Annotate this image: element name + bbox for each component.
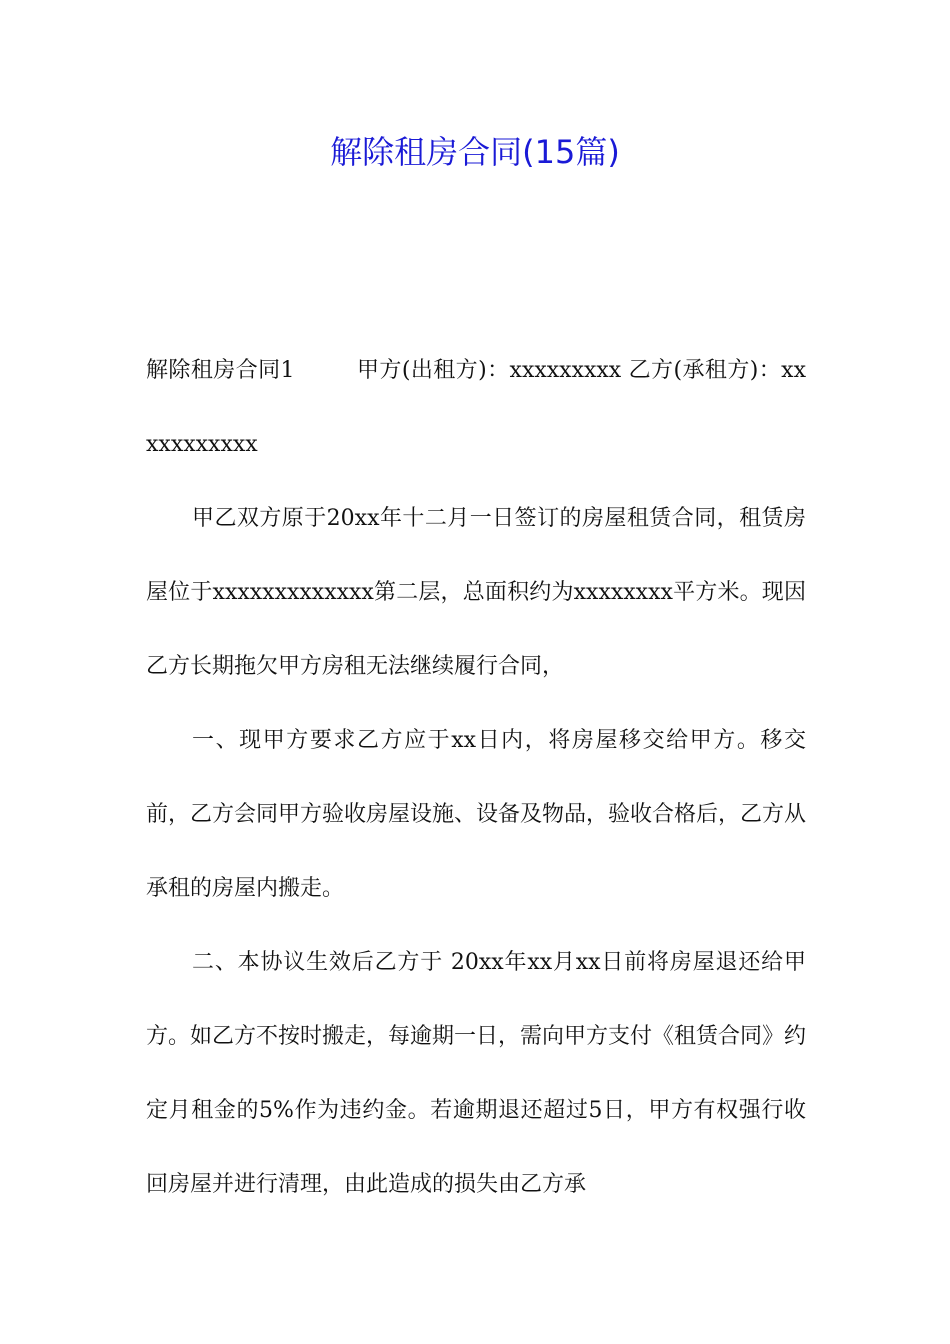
document-title: 解除租房合同(15篇): [330, 133, 620, 171]
paragraph-2: 一、现甲方要求乙方应于xx日内，将房屋移交给甲方。移交前，乙方会同甲方验收房屋设施、设备及物品，验收合格后，乙方从承租的房屋内搬走。: [146, 728, 807, 901]
document-body: [146, 334, 806, 1222]
party-info: 甲方(出租方)：xxxxxxxxx 乙方(承租方)：xxxxxxxxxxx: [146, 358, 806, 457]
contract-header: [146, 334, 806, 482]
paragraph-1: 甲乙双方原于20xx年十二月一日签订的房屋租赁合同，租赁房屋位于xxxxxxxxxxxxx第二层，总面积约为xxxxxxxx平方米。现因乙方长期拖欠甲方房租无法继续履行合同，: [146, 506, 806, 679]
paragraph-3: 二、本协议生效后乙方于 20xx年xx月xx日前将房屋退还给甲方。如乙方不按时搬走，每逾期一日，需向甲方支付《租赁合同》约定月租金的5%作为违约金。若逾期退还超过5日，甲方有权强行收回房屋并进行清理，由此造成的损失由乙方承: [146, 950, 807, 1197]
contract-heading: 解除租房合同1: [146, 358, 295, 383]
